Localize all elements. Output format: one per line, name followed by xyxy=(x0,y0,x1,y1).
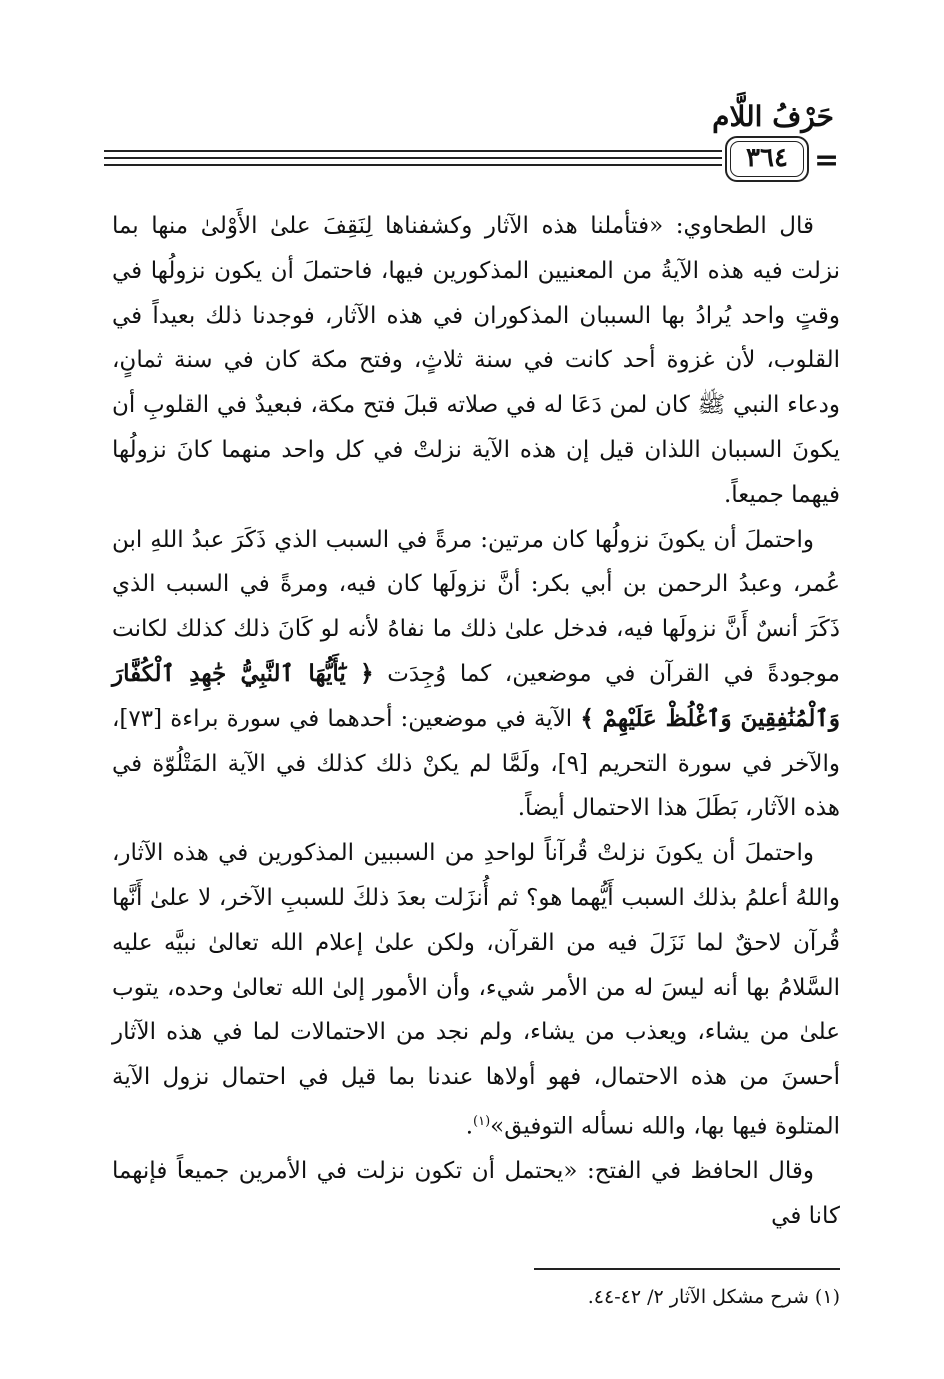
paragraph-3-text: واحتملَ أن يكونَ نزلتْ قُرآناً لواحدِ من السببين المذكورين في هذه الآثار، واللهُ أعلمُ بذلك السبب أَيُّهما هو؟ ثم أُنزَلت بعدَ ذلكَ للسببِ الآخر، لا علىٰ أَنَّها قُرآن لاحقٌ لما نَزَلَ فيه من القرآن، ولكن علىٰ إعلام الله تعالىٰ نبيَّه عليه السَّلامُ بها أنه ليسَ له من الأمر شيء، وأن الأمور إلىٰ الله تعالىٰ وحده، يتوب علىٰ من يشاء، ويعذب من يشاء، ولم نجد من الاحتمالات لما في هذه الآثار أحسنَ من هذه الاحتمال، فهو أولاها عندنا بما قيل في احتمال نزول الآية المتلوة فيها بها، والله نسأله التوفيق» xyxy=(112,840,840,1140)
footnote-reference: (١) xyxy=(473,1113,491,1129)
header-ornament: = xyxy=(814,143,840,178)
quran-verse: ﴿ يَٰٓأَيُّهَا ٱلنَّبِيُّ جَٰهِدِ ٱلْكُفَّارَ وَٱلْمُنَٰفِقِينَ وَٱغْلُظْ عَلَيْهِمْ ﴾ xyxy=(112,659,840,732)
paragraph-3 xyxy=(112,831,840,1149)
footnote-1: (١) شرح مشكل الآثار ٢/ ٤٢-٤٤. xyxy=(587,1286,840,1308)
running-header-title: حَرْفُ اللَّام xyxy=(712,100,834,133)
paragraph-2-text-b: الآية في موضعين: أحدهما في سورة براءة [٧٣]، والآخر في سورة التحريم [٩]، ولَمَّا لم يكنْ ذلك كذلك في الآية المَتْلُوّة في هذه الآثار، بَطَلَ هذا الاحتمال أيضاً. xyxy=(112,705,840,822)
header-rule-middle xyxy=(104,157,722,159)
footnote-separator xyxy=(534,1268,840,1270)
paragraph-2 xyxy=(112,518,840,832)
page-number: ٣٦٤ xyxy=(746,143,788,173)
main-text xyxy=(112,204,840,1239)
paragraph-2-text-a: واحتملَ أن يكونَ نزولُها كان مرتين: مرةً في السبب الذي ذَكَرَ عبدُ اللهِ ابن عُمر، وعبدُ الرحمن بن أبي بكر: أنَّ نزولَها كان فيه، ومرةً في السبب الذي ذَكَرَ أنسٌ أَنَّ نزولَها فيه، فدخل علىٰ ذلك ما نفاهُ لأنه لو كَانَ ذلك كذلك لكانت موجودةً في القرآن في موضعين، كما وُجِدَت xyxy=(112,526,840,687)
paragraph-3-end: . xyxy=(465,1113,474,1140)
page-number-inner-frame xyxy=(730,141,804,177)
paragraph-1: قال الطحاوي: «فتأملنا هذه الآثار وكشفناها لِنَقِفَ علىٰ الأَوْلىٰ منها بما نزلت فيه هذه الآيةُ من المعنيين المذكورين فيها، فاحتملَ أن يكون نزولُها في وقتٍ واحد يُرادُ بها السببان المذكوران في هذه الآثار، فوجدنا ذلك بعيداً في القلوب، لأن غزوة أحد كانت في سنة ثلاثٍ، وفتح مكة كان في سنة ثمانٍ، ودعاء النبي ﷺ كان لمن دَعَا له في صلاته قبلَ فتح مكة، فبعيدٌ في القلوبِ أن يكونَ السببان اللذان قيل إن هذه الآية نزلتْ في كل واحد منهما كانَ نزولُها فيهما جميعاً. xyxy=(112,213,840,508)
header-rule-top xyxy=(104,150,722,152)
paragraph-4: وقال الحافظ في الفتح: «يحتمل أن تكون نزلت في الأمرين جميعاً فإنهما كانا في xyxy=(112,1158,840,1230)
header-rule-bottom xyxy=(104,164,722,166)
